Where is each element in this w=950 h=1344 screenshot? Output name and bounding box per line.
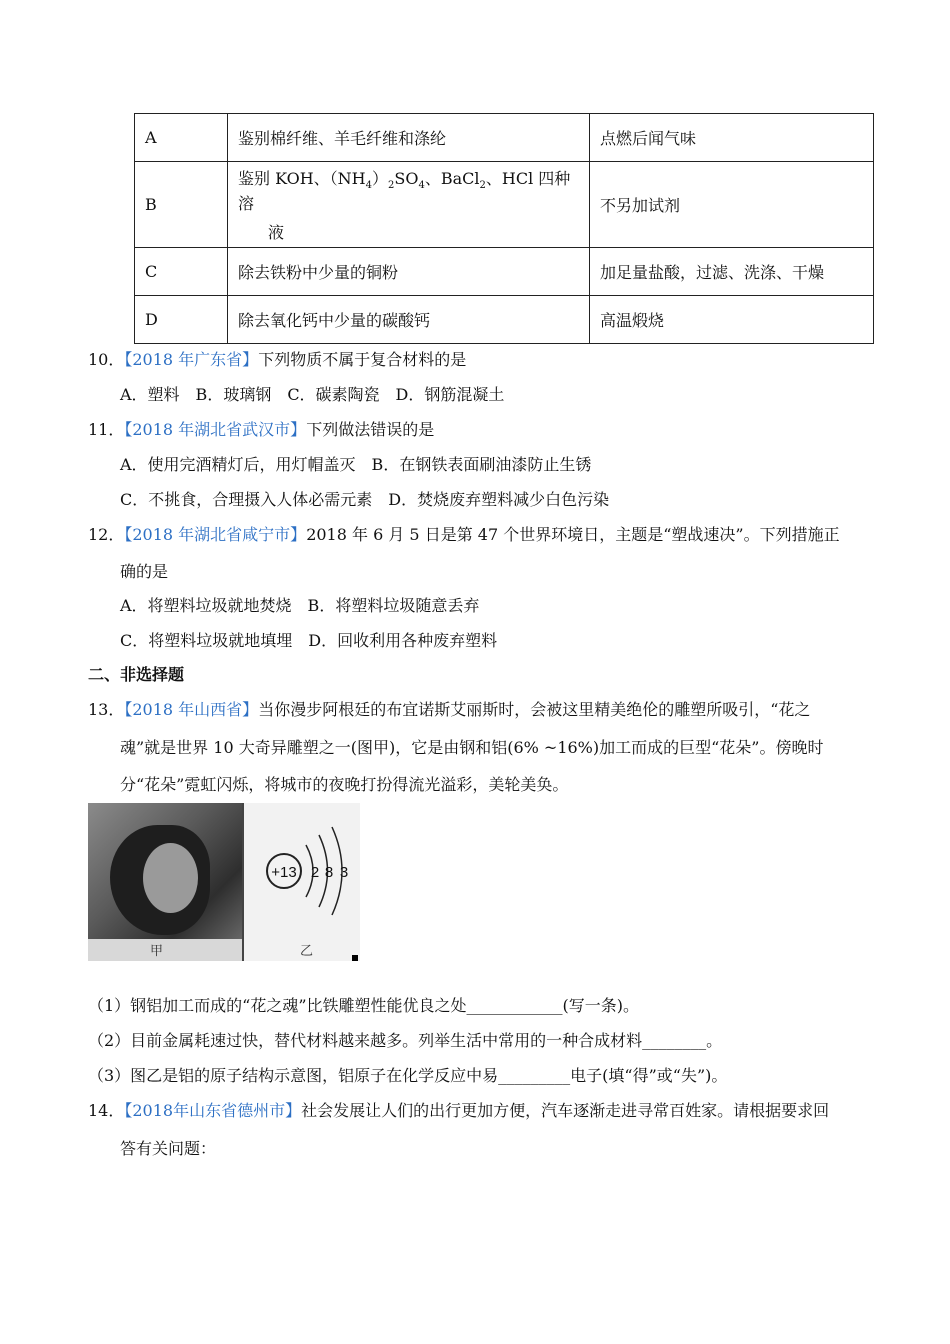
question-12-cont: 确的是 [120,562,169,581]
table-row [135,114,874,162]
question-11: 11．【2018 年湖北省武汉市】下列做法错误的是 [88,420,435,439]
sculpture-photo [88,803,242,961]
question-14: 14．【2018年山东省德州市】社会发展让人们的出行更加方便，汽车逐渐走进寻常百姓家。请根据要求回 [88,1101,830,1120]
sculpture-shape [143,843,198,913]
row-method: 加足量盐酸，过滤、洗涤、干燥 [590,248,874,296]
question-10: 10．【2018 年广东省】下列物质不属于复合材料的是 [88,350,467,369]
row-item: 除去铁粉中少量的铜粉 [228,248,590,296]
table-row [135,248,874,296]
source-tag: 【2018 年湖北省武汉市】 [124,420,307,439]
row-key: D [135,296,228,344]
anchor-marker [352,955,358,961]
question-11-options-1: A．使用完酒精灯后，用灯帽盖灭 B．在钢铁表面刷油漆防止生锈 [120,455,592,474]
question-13-cont-2: 分“花朵”霓虹闪烁，将城市的夜晚打扮得流光溢彩，美轮美奂。 [120,775,569,794]
row-method: 点燃后闻气味 [590,114,874,162]
question-13-sub-1: （1）钢铝加工而成的“花之魂”比铁雕塑性能优良之处____________(写一条)。 [88,996,640,1015]
shell-count: 3 [339,864,349,881]
question-14-cont: 答有关问题： [120,1139,217,1158]
question-12-options-2: C．将塑料垃圾就地填埋 D．回收利用各种废弃塑料 [120,631,498,650]
question-13: 13．【2018 年山西省】当你漫步阿根廷的布宜诺斯艾丽斯时，会被这里精美绝伦的雕塑所吸引，“花之 [88,700,811,719]
shell-count: 8 [324,864,334,881]
question-13-sub-2: （2）目前金属耗速过快，替代材料越来越多。列举生活中常用的一种合成材料________。 [88,1031,723,1050]
question-13-sub-3: （3）图乙是铝的原子结构示意图，铝原子在化学反应中易_________电子(填“得”或“失”)。 [88,1066,728,1085]
question-13-cont-1: 魂”就是世界 10 大奇异雕塑之一(图甲)，它是由钢和铝(6% ~16%)加工而成的巨型“花朵”。傍晚时 [120,738,824,757]
photo-ground [88,939,242,961]
source-tag: 【2018 年湖北省咸宁市】 [124,525,307,544]
row-item: 鉴别 KOH、$(NH_4)_2SO_4$、BaCl$_2$、HCl 四种溶 液 [228,162,590,248]
question-13-figure [88,803,358,961]
source-tag: 【2018年山东省德州市】 [124,1101,302,1120]
figure-label: 乙 [300,944,314,959]
table-row [135,162,874,248]
row-key: C [135,248,228,296]
section-heading: 二、非选择题 [88,665,185,684]
row-key: A [135,114,228,162]
atom-diagram-svg [244,803,360,961]
figure-label: 甲 [150,944,164,959]
source-tag: 【2018 年山西省】 [124,700,259,719]
row-item: 鉴别棉纤维、羊毛纤维和涤纶 [228,114,590,162]
row-item: 除去氧化钙中少量的碳酸钙 [228,296,590,344]
question-12: 12．【2018 年湖北省咸宁市】2018 年 6 月 5 日是第 47 个世界环境日，主题是“塑战速决”。下列措施正 [88,525,840,544]
options-table [134,113,874,344]
table-row [135,296,874,344]
atom-structure-diagram [242,803,360,961]
question-10-options: A．塑料 B．玻璃钢 C．碳素陶瓷 D．钢筋混凝土 [120,385,505,404]
nucleus-charge: +13 [271,864,297,881]
shell-count: 2 [310,864,320,881]
source-tag: 【2018 年广东省】 [124,350,259,369]
row-key: B [135,162,228,248]
row-method: 不另加试剂 [590,162,874,248]
row-method: 高温煅烧 [590,296,874,344]
question-11-options-2: C．不挑食，合理摄入人体必需元素 D．焚烧废弃塑料减少白色污染 [120,490,610,509]
question-12-options-1: A．将塑料垃圾就地焚烧 B．将塑料垃圾随意丢弃 [120,596,480,615]
